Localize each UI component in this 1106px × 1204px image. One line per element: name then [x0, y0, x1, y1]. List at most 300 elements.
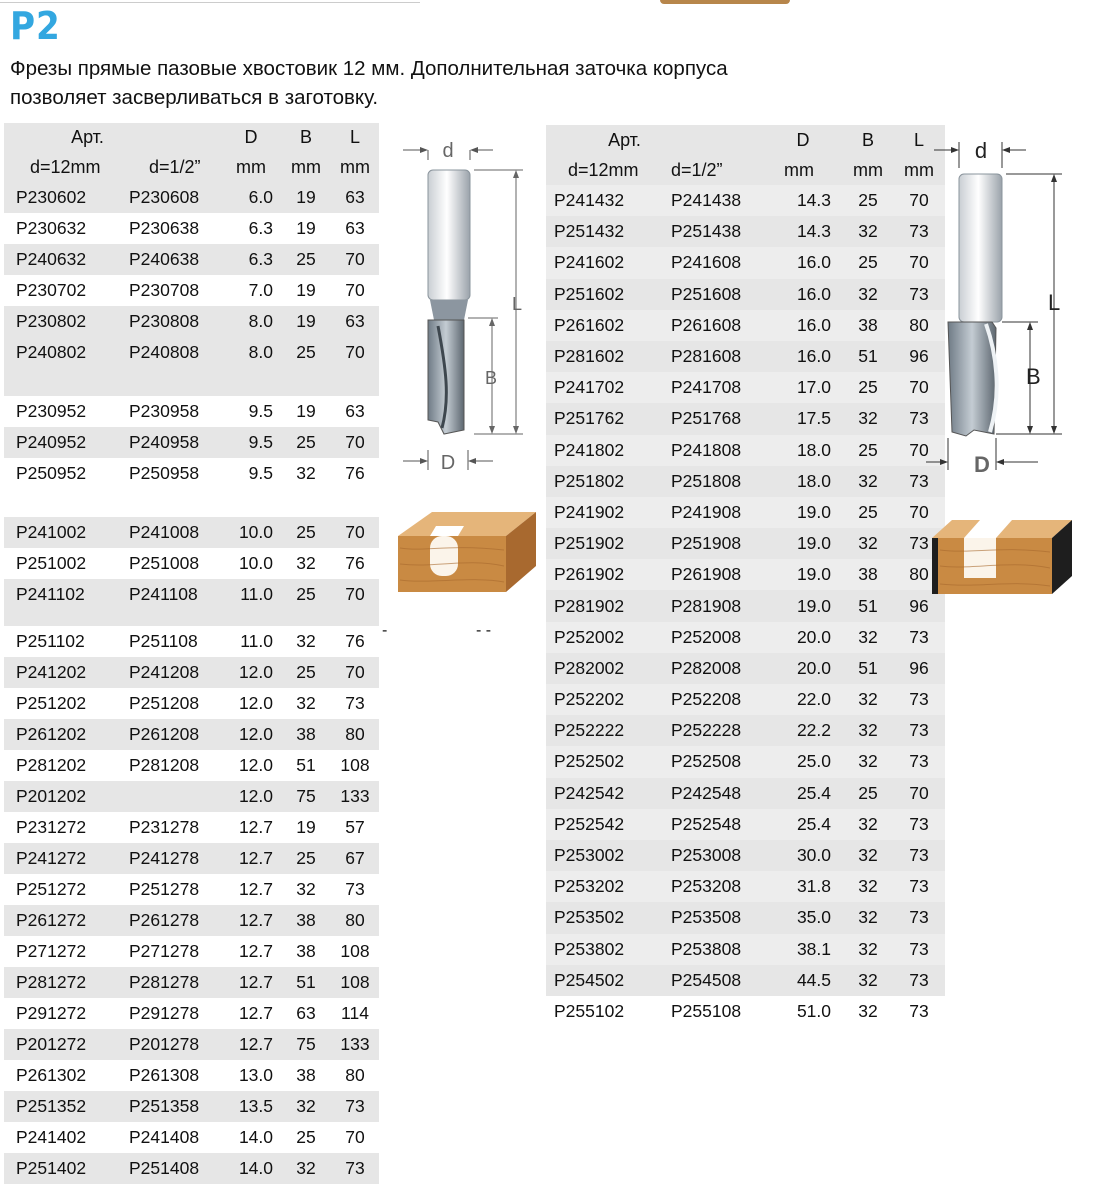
table-row: [546, 372, 945, 403]
table-row: [4, 1060, 379, 1091]
len-L: 63: [345, 218, 365, 238]
table-row: [546, 279, 945, 310]
art-d12in: P252228: [671, 720, 742, 741]
len-B: 38: [296, 724, 316, 744]
art-d12in: P241608: [671, 252, 742, 273]
len-B: 32: [858, 845, 878, 866]
len-B: 51: [296, 972, 316, 992]
len-L: 73: [909, 470, 929, 491]
dia-D: 12.0: [238, 786, 273, 806]
art-d12: P241602: [554, 252, 625, 273]
art-d12: P251762: [554, 408, 625, 429]
art-d12in: P251908: [671, 533, 742, 554]
table-row: [4, 579, 379, 626]
dia-D: 6.3: [248, 249, 273, 269]
len-B: 38: [296, 910, 316, 930]
len-L: 73: [909, 907, 929, 928]
art-d12: P253802: [554, 938, 625, 959]
len-B: 38: [858, 314, 878, 335]
dia-D: 19.0: [796, 595, 831, 616]
dia-D: 9.5: [248, 463, 273, 483]
len-B: 51: [858, 657, 878, 678]
art-d12in: P261278: [129, 910, 200, 930]
art-d12: P281272: [16, 972, 87, 992]
len-L: 76: [345, 463, 365, 483]
table-row: [546, 715, 945, 746]
table-row: [4, 396, 379, 427]
header-d12: d=12mm: [568, 159, 639, 180]
art-d12in: P261308: [129, 1065, 200, 1085]
header-d12: d=12mm: [30, 156, 101, 177]
len-B: 32: [858, 221, 878, 242]
art-d12in: P252208: [671, 689, 742, 710]
dia-D: 16.0: [796, 314, 831, 335]
table-row: [546, 996, 945, 1027]
art-d12in: P240638: [129, 249, 200, 269]
len-B: 19: [296, 280, 316, 300]
dia-D: 35.0: [796, 907, 831, 928]
table-row: [4, 657, 379, 688]
art-d12: P282002: [554, 657, 625, 678]
section-logo: P2: [10, 4, 61, 48]
len-B: 25: [858, 501, 878, 522]
header-unit-L: mm: [340, 156, 370, 177]
wood-groove-left: [396, 508, 538, 594]
header-unit-L: mm: [904, 159, 934, 180]
len-L: 73: [909, 221, 929, 242]
art-d12: P251432: [554, 221, 625, 242]
dia-D: 19.0: [796, 564, 831, 585]
label-d: d: [442, 140, 454, 162]
len-L: 96: [909, 346, 929, 367]
table-row: [4, 998, 379, 1029]
len-L: 76: [345, 553, 365, 573]
len-B: 75: [296, 1034, 316, 1054]
len-B: 19: [296, 311, 316, 331]
table-row: [546, 965, 945, 996]
table-row: [4, 1029, 379, 1060]
art-d12: P252542: [554, 813, 625, 834]
len-L: 73: [345, 693, 365, 713]
art-d12: P230602: [16, 187, 87, 207]
len-B: 75: [296, 786, 316, 806]
dia-D: 12.0: [238, 755, 273, 775]
len-B: 32: [858, 470, 878, 491]
table-row: [546, 528, 945, 559]
len-B: 32: [858, 969, 878, 990]
len-L: 70: [345, 280, 365, 300]
art-d12in: P255108: [671, 1000, 742, 1021]
dia-D: 12.7: [238, 817, 273, 837]
len-B: 51: [296, 755, 316, 775]
table-row: [546, 310, 945, 341]
label-D: D: [440, 452, 456, 474]
art-d12in: P254508: [671, 969, 742, 990]
len-L: 96: [909, 657, 929, 678]
art-d12: P253202: [554, 876, 625, 897]
table-row: [546, 216, 945, 247]
table-row: [4, 517, 379, 548]
len-L: 73: [909, 720, 929, 741]
table-row: [546, 746, 945, 777]
table-row: [4, 275, 379, 306]
len-B: 19: [296, 401, 316, 421]
table-row: [4, 967, 379, 998]
len-L: 80: [909, 564, 929, 585]
len-B: 25: [858, 377, 878, 398]
art-d12in: P230808: [129, 311, 200, 331]
art-d12: P251902: [554, 533, 625, 554]
len-B: 32: [858, 1000, 878, 1021]
header-L: L: [913, 129, 924, 150]
dia-D: 22.0: [796, 689, 831, 710]
table-row: [546, 435, 945, 466]
len-B: 19: [296, 218, 316, 238]
art-d12: P241702: [554, 377, 625, 398]
header-d12in: d=1/2”: [671, 159, 723, 180]
len-L: 73: [909, 689, 929, 710]
art-d12: P250952: [16, 463, 87, 483]
table-row: [4, 812, 379, 843]
dia-D: 12.7: [238, 848, 273, 868]
art-d12: P241402: [16, 1127, 87, 1147]
table-row: [4, 427, 379, 458]
table-row: [546, 809, 945, 840]
art-d12: P241272: [16, 848, 87, 868]
dia-D: 12.0: [238, 693, 273, 713]
table-row: [546, 622, 945, 653]
dia-D: 13.5: [238, 1096, 273, 1116]
len-B: 32: [296, 879, 316, 899]
dia-D: 6.0: [248, 187, 273, 207]
art-d12in: P251438: [671, 221, 742, 242]
dia-D: 25.0: [796, 751, 831, 772]
len-B: 32: [858, 533, 878, 554]
art-d12in: P230608: [129, 187, 200, 207]
art-d12: P252502: [554, 751, 625, 772]
dia-D: 10.0: [238, 553, 273, 573]
len-L: 73: [909, 1000, 929, 1021]
dia-D: 12.7: [238, 1034, 273, 1054]
dia-D: 14.3: [796, 190, 831, 211]
art-d12in: P271278: [129, 941, 200, 961]
table-row: [4, 719, 379, 750]
art-d12in: P291278: [129, 1003, 200, 1023]
art-d12in: [115, 781, 221, 812]
dia-D: 25.4: [796, 813, 831, 834]
art-d12in: P261208: [129, 724, 200, 744]
table-row: [546, 466, 945, 497]
art-d12in: P251608: [671, 283, 742, 304]
art-d12in: P230958: [129, 401, 200, 421]
right-spec-table: [546, 125, 945, 1027]
art-d12: P251402: [16, 1158, 87, 1178]
table-row: [4, 458, 379, 517]
dia-D: 6.3: [248, 218, 273, 238]
len-B: 32: [296, 1158, 316, 1178]
label-d: d: [974, 138, 988, 163]
art-d12in: P281208: [129, 755, 200, 775]
dia-D: 13.0: [238, 1065, 273, 1085]
art-d12: P251102: [16, 631, 85, 651]
table-row: [546, 934, 945, 965]
art-d12: P261902: [554, 564, 625, 585]
dia-D: 25.4: [796, 782, 831, 803]
len-L: 73: [909, 751, 929, 772]
art-d12: P251352: [16, 1096, 87, 1116]
len-L: 70: [345, 249, 365, 269]
len-B: 38: [296, 941, 316, 961]
len-B: 32: [858, 689, 878, 710]
right-header-row-2: [546, 155, 945, 185]
dia-D: 17.0: [796, 377, 831, 398]
art-d12in: P231278: [129, 817, 200, 837]
art-d12: P231272: [16, 817, 87, 837]
len-L: 73: [909, 845, 929, 866]
len-L: 76: [345, 631, 365, 651]
len-L: 133: [340, 1034, 370, 1054]
dia-D: 7.0: [248, 280, 273, 300]
art-d12: P291272: [16, 1003, 87, 1023]
art-d12in: P251278: [129, 879, 200, 899]
art-d12in: P241408: [129, 1127, 200, 1147]
art-d12in: P201278: [129, 1034, 200, 1054]
art-d12: P261602: [554, 314, 625, 335]
dia-D: 8.0: [248, 342, 273, 362]
art-d12: P271272: [16, 941, 87, 961]
art-d12: P281902: [554, 595, 625, 616]
len-B: 25: [858, 252, 878, 273]
len-L: 63: [345, 311, 365, 331]
dia-D: 51.0: [796, 1000, 831, 1021]
len-L: 80: [345, 724, 365, 744]
dia-D: 12.7: [238, 910, 273, 930]
len-B: 19: [296, 817, 316, 837]
len-L: 70: [345, 1127, 365, 1147]
len-B: 25: [296, 1127, 316, 1147]
dia-D: 38.1: [796, 938, 831, 959]
dia-D: 16.0: [796, 283, 831, 304]
header-unit-D: mm: [784, 159, 814, 180]
len-B: 32: [296, 631, 316, 651]
dia-D: 14.0: [238, 1127, 273, 1147]
art-d12: P241102: [16, 584, 85, 604]
description-line-2: позволяет засверливаться в заготовку.: [10, 86, 379, 109]
art-d12: P240802: [16, 342, 87, 362]
table-row: [546, 590, 945, 621]
len-B: 32: [858, 720, 878, 741]
dash-mark-2: - -: [476, 622, 492, 639]
art-d12in: P241278: [129, 848, 200, 868]
table-row: [4, 626, 379, 657]
dia-D: 30.0: [796, 845, 831, 866]
top-wood-fragment: [660, 0, 790, 4]
len-L: 80: [909, 314, 929, 335]
len-L: 96: [909, 595, 929, 616]
len-B: 25: [296, 522, 316, 542]
label-B: B: [485, 368, 498, 388]
len-B: 25: [858, 782, 878, 803]
art-d12: P253002: [554, 845, 625, 866]
art-d12: P241002: [16, 522, 87, 542]
art-d12: P230802: [16, 311, 87, 331]
len-B: 32: [296, 463, 316, 483]
len-L: 108: [340, 941, 370, 961]
header-art: Арт.: [71, 127, 104, 147]
art-d12in: P241808: [671, 439, 742, 460]
art-d12: P253502: [554, 907, 625, 928]
table-row: [546, 559, 945, 590]
len-B: 32: [858, 907, 878, 928]
art-d12in: P261608: [671, 314, 742, 335]
dia-D: 22.2: [796, 720, 831, 741]
art-d12in: P251768: [671, 408, 742, 429]
len-B: 32: [858, 876, 878, 897]
art-d12: P242542: [554, 782, 625, 803]
art-d12: P281202: [16, 755, 87, 775]
art-d12in: P241708: [671, 377, 742, 398]
len-L: 73: [909, 876, 929, 897]
table-row: [546, 840, 945, 871]
len-B: 63: [296, 1003, 316, 1023]
len-B: 38: [296, 1065, 316, 1085]
len-L: 73: [345, 1096, 365, 1116]
dia-D: 9.5: [248, 401, 273, 421]
art-d12in: P251008: [129, 553, 200, 573]
dia-D: 14.0: [238, 1158, 273, 1178]
art-d12in: P253808: [671, 938, 742, 959]
header-L: L: [349, 127, 360, 147]
cutter-diagram-left: [398, 128, 538, 478]
len-L: 73: [909, 969, 929, 990]
art-d12: P251802: [554, 470, 625, 491]
art-d12: P230632: [16, 218, 87, 238]
table-row: [4, 750, 379, 781]
table-row: [4, 213, 379, 244]
art-d12: P252002: [554, 626, 625, 647]
len-B: 38: [858, 564, 878, 585]
art-d12in: P250958: [129, 463, 200, 483]
len-B: 32: [858, 626, 878, 647]
header-d12in: d=1/2”: [149, 156, 201, 177]
dia-D: 20.0: [796, 657, 831, 678]
art-d12in: P240958: [129, 432, 200, 452]
table-row: [546, 871, 945, 902]
len-L: 70: [909, 782, 929, 803]
len-L: 67: [345, 848, 365, 868]
table-row: [4, 1153, 379, 1184]
art-d12in: P253208: [671, 876, 742, 897]
len-B: 25: [296, 584, 316, 604]
len-B: 32: [296, 693, 316, 713]
dia-D: 12.0: [238, 724, 273, 744]
len-B: 25: [858, 439, 878, 460]
len-B: 19: [296, 187, 316, 207]
table-row: [4, 1122, 379, 1153]
dia-D: 9.5: [248, 432, 273, 452]
art-d12in: P241908: [671, 501, 742, 522]
header-B: B: [299, 127, 312, 147]
len-L: 80: [345, 910, 365, 930]
table-row: [4, 874, 379, 905]
art-d12in: P230638: [129, 218, 200, 238]
len-B: 25: [296, 848, 316, 868]
len-B: 32: [858, 938, 878, 959]
art-d12in: P253508: [671, 907, 742, 928]
len-L: 70: [345, 432, 365, 452]
table-row: [4, 843, 379, 874]
header-B: B: [861, 129, 874, 150]
len-L: 73: [909, 408, 929, 429]
table-row: [546, 778, 945, 809]
header-art: Арт.: [608, 129, 641, 150]
table-row: [4, 936, 379, 967]
header-unit-B: mm: [853, 159, 883, 180]
dia-D: 17.5: [796, 408, 831, 429]
art-d12in: P251208: [129, 693, 200, 713]
art-d12: P251602: [554, 283, 625, 304]
table-row: [546, 497, 945, 528]
art-d12: P241802: [554, 439, 625, 460]
table-row: [4, 905, 379, 936]
len-L: 70: [909, 190, 929, 211]
len-L: 73: [909, 283, 929, 304]
art-d12: P252202: [554, 689, 625, 710]
art-d12: P251272: [16, 879, 87, 899]
len-L: 73: [909, 533, 929, 554]
dia-D: 16.0: [796, 346, 831, 367]
left-spec-table: [4, 123, 379, 1184]
left-header-row-1: [4, 123, 379, 152]
art-d12in: P282008: [671, 657, 742, 678]
art-d12in: P252508: [671, 751, 742, 772]
label-L: L: [512, 294, 523, 314]
art-d12in: P230708: [129, 280, 200, 300]
table-row: [4, 548, 379, 579]
len-B: 25: [296, 249, 316, 269]
table-row: [546, 684, 945, 715]
len-B: 32: [858, 283, 878, 304]
dia-D: 12.7: [238, 879, 273, 899]
art-d12in: P242548: [671, 782, 742, 803]
label-D: D: [974, 452, 990, 477]
art-d12: P251002: [16, 553, 87, 573]
left-header-row-2: [4, 152, 379, 182]
dia-D: 14.3: [796, 221, 831, 242]
dia-D: 44.5: [796, 969, 831, 990]
cutter-diagram-right: [926, 132, 1086, 482]
dia-D: 11.0: [240, 584, 273, 604]
len-L: 70: [345, 662, 365, 682]
len-L: 73: [345, 1158, 365, 1178]
label-L: L: [1048, 290, 1061, 315]
art-d12: P261202: [16, 724, 87, 744]
art-d12: P201272: [16, 1034, 87, 1054]
art-d12in: P241008: [129, 522, 200, 542]
art-d12: P241202: [16, 662, 87, 682]
dia-D: 19.0: [796, 501, 831, 522]
art-d12: P281602: [554, 346, 625, 367]
art-d12in: P251808: [671, 470, 742, 491]
art-d12in: P281608: [671, 346, 742, 367]
len-L: 70: [909, 439, 929, 460]
len-B: 51: [858, 595, 878, 616]
table-row: [546, 341, 945, 372]
dia-D: 18.0: [796, 439, 831, 460]
description-line-1: Фрезы прямые пазовые хвостовик 12 мм. Дополнительная заточка корпуса: [10, 57, 728, 80]
top-rule: [0, 2, 420, 3]
art-d12: P241902: [554, 501, 625, 522]
